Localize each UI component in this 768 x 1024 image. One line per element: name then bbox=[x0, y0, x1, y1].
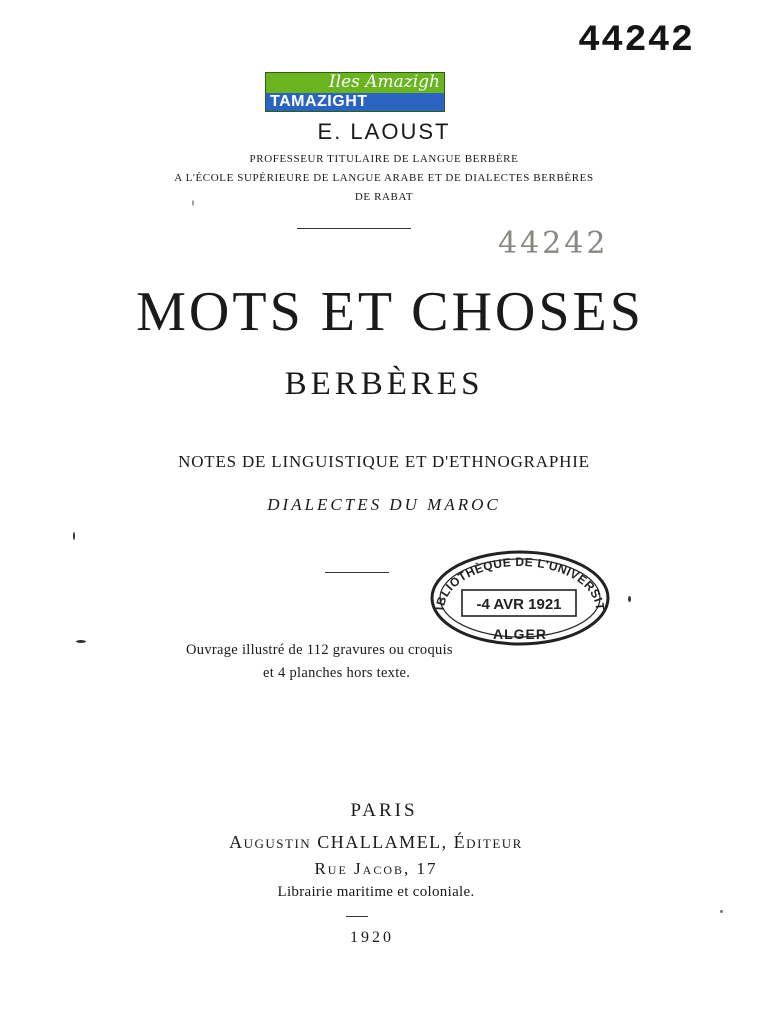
book-subtitle: BERBÈRES bbox=[284, 366, 484, 402]
library-stamp-date: -4 AVR 1921 bbox=[476, 596, 562, 613]
book-dialect: DIALECTES DU MAROC bbox=[267, 495, 501, 514]
divider-rule-top bbox=[297, 228, 411, 229]
affiliation-line-1: PROFESSEUR TITULAIRE DE LANGUE BERBÈRE bbox=[249, 153, 519, 165]
divider-rule-middle bbox=[325, 572, 389, 573]
library-stamp-graphic bbox=[428, 548, 611, 648]
imprint-city: PARIS bbox=[350, 800, 418, 821]
book-title: MOTS ET CHOSES bbox=[136, 281, 644, 343]
ink-speck bbox=[73, 532, 75, 540]
imprint-street: Rue Jacob, 17 bbox=[314, 859, 438, 878]
library-stamp-city: ALGER bbox=[493, 626, 547, 642]
ink-speck bbox=[76, 640, 86, 643]
imprint-publisher: Augustin CHALLAMEL, Éditeur bbox=[229, 832, 523, 852]
library-stamp-arc-text: IBLIOTHÈQUE DE L'UNIVERSIT bbox=[432, 555, 608, 612]
illustrations-line-2: et 4 planches hors texte. bbox=[263, 665, 411, 681]
affiliation-line-2: A L'ÉCOLE SUPÉRIEURE DE LANGUE ARABE ET DE DIALECTES BERBÈRES bbox=[174, 172, 594, 184]
tamazight-logo bbox=[265, 72, 445, 112]
logo-bottom-text: TAMAZIGHT bbox=[266, 93, 444, 111]
handwritten-number: 44242 bbox=[498, 226, 609, 261]
imprint-year: 1920 bbox=[350, 929, 394, 946]
logo-top-text: Iles Amazigh bbox=[328, 72, 440, 92]
imprint-library: Librairie maritime et coloniale. bbox=[277, 884, 475, 900]
accession-number-stamp: 44242 bbox=[577, 20, 694, 62]
book-notes: NOTES DE LINGUISTIQUE ET D'ETHNOGRAPHIE bbox=[178, 452, 590, 471]
author-name: E. LAOUST bbox=[317, 119, 451, 144]
ink-speck bbox=[628, 596, 631, 602]
library-stamp bbox=[428, 548, 611, 648]
ink-speck bbox=[720, 910, 723, 913]
divider-rule-short bbox=[346, 916, 368, 917]
affiliation-line-3: DE RABAT bbox=[354, 191, 414, 203]
illustrations-line-1: Ouvrage illustré de 112 gravures ou croquis bbox=[186, 642, 453, 658]
ink-speck bbox=[192, 200, 194, 206]
